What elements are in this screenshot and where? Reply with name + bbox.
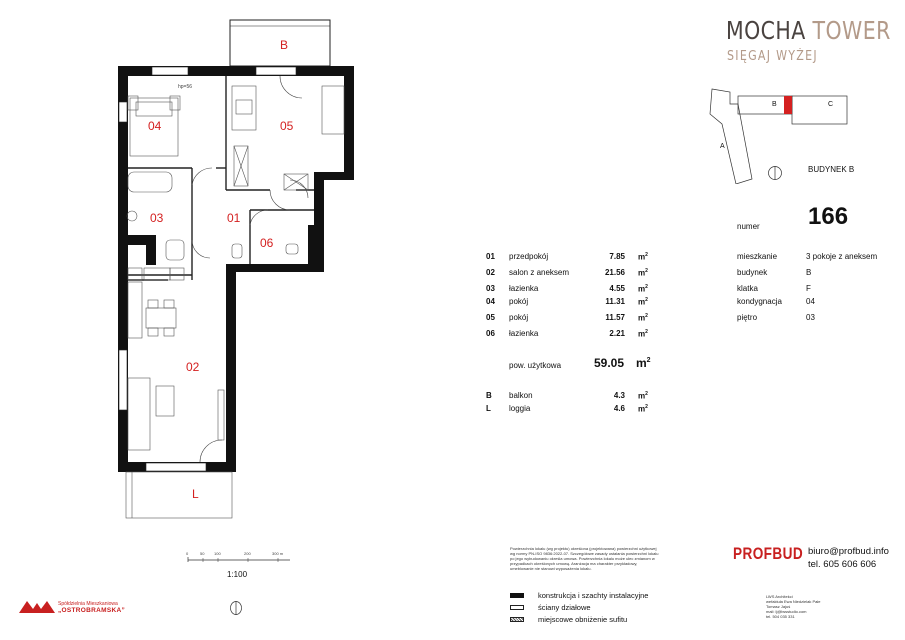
plan-label-loggia: L (192, 487, 199, 501)
plan-label-room-05: 05 (280, 119, 294, 133)
brand-title: MOCHA TOWER (726, 16, 891, 45)
ceiling-height-note: hp=56 (178, 84, 193, 90)
svg-text:C: C (828, 101, 834, 108)
cooperative-logo (19, 599, 55, 618)
developer-phone: tel. 605 606 606 (808, 559, 877, 570)
svg-text:B: B (772, 101, 777, 108)
svg-text:50: 50 (200, 551, 205, 556)
svg-text:A: A (720, 143, 725, 150)
architect-info: LWS Architekci wefaktuła Ewa Niedzielak Pałe Tomasz Jajuś mail: lj@lwsstudio.com tel. 504 035 331 (766, 594, 821, 619)
legend-swatch-hatched (510, 617, 524, 622)
floor-plan (100, 10, 370, 530)
developer-logo: PROFBUD (733, 544, 804, 563)
cooperative-logo-icon (19, 599, 55, 613)
legend-swatch-outline (510, 605, 524, 610)
north-arrow-bottom-icon (229, 600, 243, 616)
total-area-unit: $m^2$ (636, 356, 651, 370)
brand-tagline: SIĘGAJ WYŻEJ (727, 49, 818, 64)
cooperative-line2: „OSTROBRAMSKA” (58, 607, 126, 614)
plan-label-balcony: B (280, 38, 289, 52)
apartment-number-label: numer (737, 222, 760, 231)
developer-email[interactable]: biuro@profbud.info (808, 546, 889, 557)
total-area-value: 59.05 (594, 356, 625, 370)
north-arrow-icon (767, 165, 783, 181)
plan-label-room-04: 04 (148, 119, 162, 133)
svg-text:200: 200 (244, 551, 251, 556)
plan-label-room-06: 06 (260, 236, 274, 250)
apartment-number: 166 (808, 203, 849, 230)
building-label: BUDYNEK B (808, 165, 855, 174)
svg-text:0: 0 (186, 551, 189, 556)
plan-label-room-02: 02 (186, 360, 200, 374)
svg-text:100: 100 (214, 551, 221, 556)
legend-swatch-solid (510, 593, 524, 598)
plan-label-room-03: 03 (150, 211, 164, 225)
scale-bar (186, 551, 296, 563)
plan-label-room-01: 01 (227, 211, 241, 225)
cooperative-line1: Spółdzielnia Mieszkaniowa (58, 601, 118, 607)
area-note: Powierzchnia lokalu (wg projektu) określona (projektowana) powierzchni użytkowej wg normy PN-ISO 9836:2022-07. Szczegółowe zasady ustalania powierzchni lokalu po jego wybudowaniu określa umowa. Powierzchnia lokalu może ulec zmianom w przypadkach określonych umową. Aranżacja ma charakter przykładowy, umeblowanie nie stanowi wyposażenia lokalu. (510, 546, 659, 571)
total-area-label: pow. użytkowa (509, 361, 562, 370)
scale-ratio: 1:100 (227, 570, 248, 579)
svg-text:300 m: 300 m (272, 551, 284, 556)
